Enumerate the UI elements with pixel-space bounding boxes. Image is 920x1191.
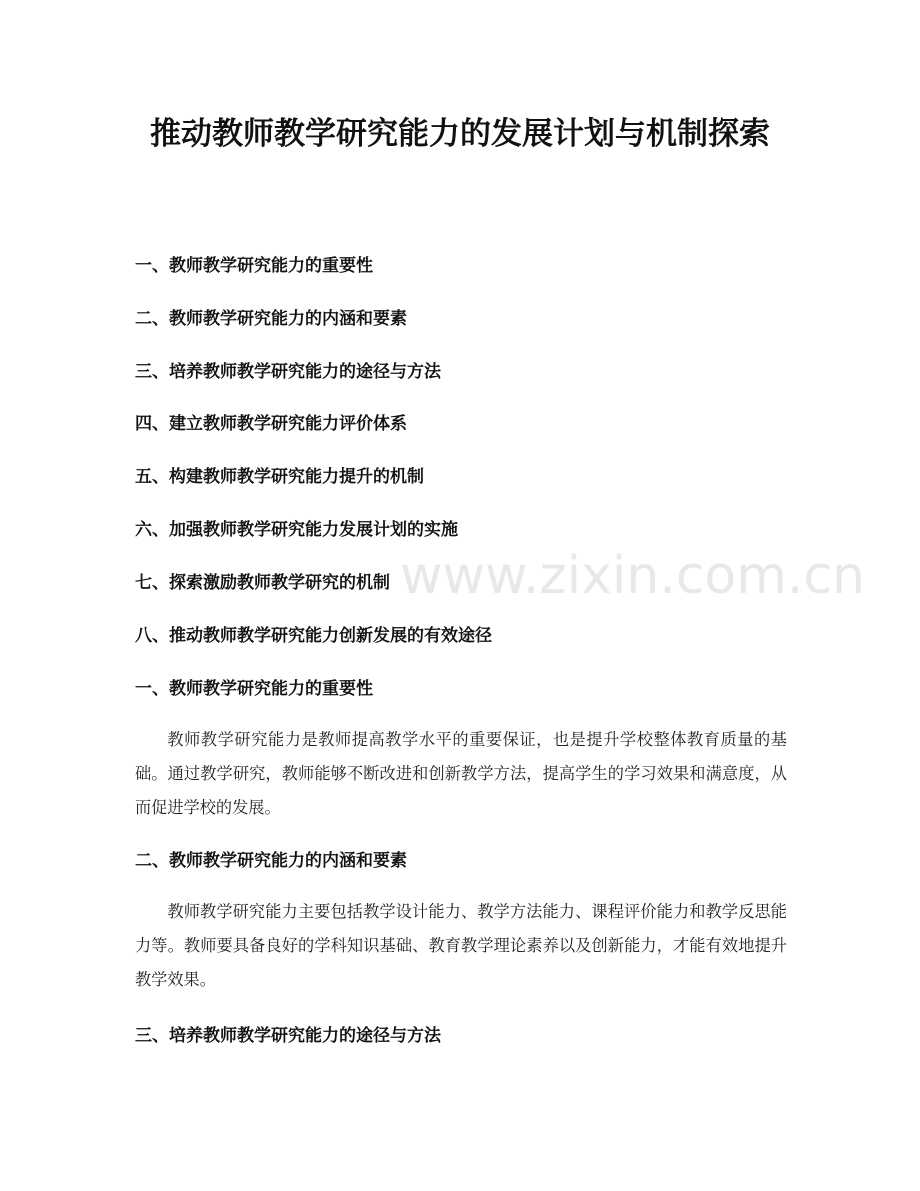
toc-item: 一、教师教学研究能力的重要性: [135, 256, 373, 276]
section-body: 教师教学研究能力是教师提高教学水平的重要保证，也是提升学校整体教育质量的基础。通过教学研究，教师能够不断改进和创新教学方法，提高学生的学习效果和满意度，从而促进学校的发展。: [135, 730, 787, 817]
section-heading: 一、教师教学研究能力的重要性: [135, 679, 373, 699]
section-body: 教师教学研究能力主要包括教学设计能力、教学方法能力、课程评价能力和教学反思能力等。教师要具备良好的学科知识基础、教育教学理论素养以及创新能力，才能有效地提升教学效果。: [135, 902, 787, 989]
watermark: www.zixin.com.cn: [400, 546, 865, 606]
toc-item: 三、培养教师教学研究能力的途径与方法: [135, 362, 441, 382]
page-title: 推动教师教学研究能力的发展计划与机制探索: [150, 116, 770, 152]
toc-item: 五、构建教师教学研究能力提升的机制: [135, 467, 424, 487]
section-heading: 三、培养教师教学研究能力的途径与方法: [135, 1026, 441, 1046]
section-heading: 二、教师教学研究能力的内涵和要素: [135, 851, 407, 871]
toc-item: 七、探索激励教师教学研究的机制: [135, 573, 390, 593]
toc-item: 六、加强教师教学研究能力发展计划的实施: [135, 520, 458, 540]
toc-item: 八、推动教师教学研究能力创新发展的有效途径: [135, 626, 492, 646]
toc-item: 二、教师教学研究能力的内涵和要素: [135, 309, 407, 329]
toc-item: 四、建立教师教学研究能力评价体系: [135, 414, 407, 434]
